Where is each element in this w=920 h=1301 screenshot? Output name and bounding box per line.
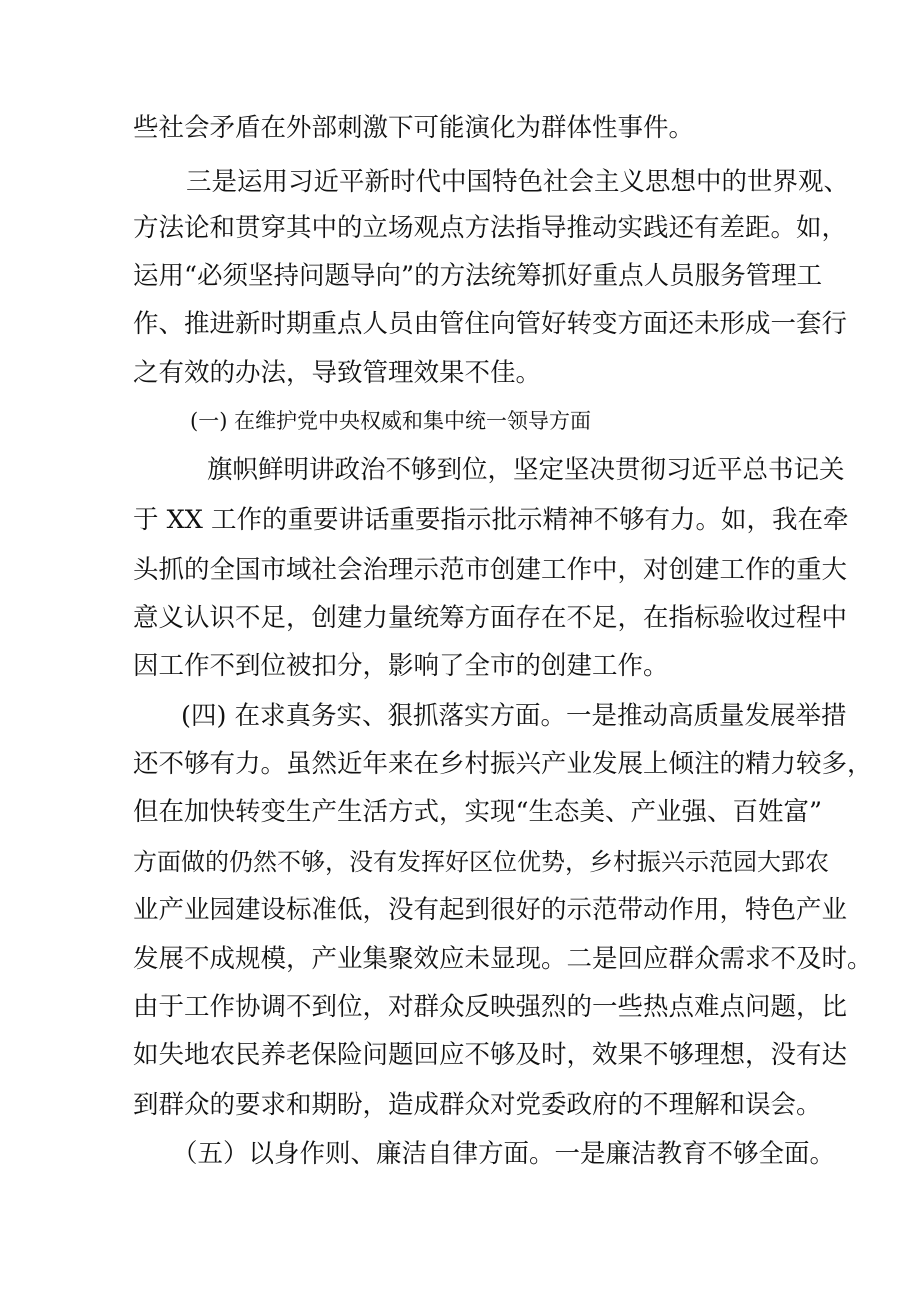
text-line: 作、推进新时期重点人员由管住向管好转变方面还未形成一套行	[133, 309, 848, 339]
text-line: 于 XX 工作的重要讲话重要指示批示精神不够有力。如，我在牵	[133, 505, 849, 535]
text-line: 旗帜鲜明讲政治不够到位，坚定坚决贯彻习近平总书记关	[207, 455, 845, 485]
section-heading: (四) 在求真务实、狠抓落实方面。一是推动高质量发展举措	[181, 701, 847, 731]
text-line: 运用“必须坚持问题导向”的方法统筹抓好重点人员服务管理工	[133, 261, 823, 291]
text-line: 由于工作协调不到位，对群众反映强烈的一些热点难点问题，比	[133, 992, 848, 1022]
text-line: 意义认识不足，创建力量统筹方面存在不足，在指标验收过程中	[133, 603, 848, 633]
text-line: 发展不成规模，产业集聚效应未显现。二是回应群众需求不及时。	[133, 944, 873, 974]
text-line: 还不够有力。虽然近年来在乡村振兴产业发展上倾注的精力较多，	[133, 749, 873, 779]
text-line: 三是运用习近平新时代中国特色社会主义思想中的世界观、	[186, 167, 850, 197]
text-line: 到群众的要求和期盼，造成群众对党委政府的不理解和误会。	[133, 1090, 822, 1120]
text-line: 业产业园建设标准低，没有起到很好的示范带动作用，特色产业	[133, 895, 848, 925]
text-line: 些社会矛盾在外部刺激下可能演化为群体性事件。	[133, 113, 695, 143]
text-line: 因工作不到位被扣分，影响了全市的创建工作。	[133, 651, 669, 681]
text-line: 方法论和贯穿其中的立场观点方法指导推动实践还有差距。如，	[133, 213, 848, 243]
text-line: 头抓的全国市域社会治理示范市创建工作中，对创建工作的重大	[133, 555, 848, 585]
section-heading: （五）以身作则、廉洁自律方面。一是廉洁教育不够全面。	[172, 1139, 836, 1169]
text-line: 但在加快转变生产生活方式，实现“生态美、产业强、百姓富”	[133, 797, 823, 827]
section-heading: (一) 在维护党中央权威和集中统一领导方面	[190, 409, 592, 433]
text-line: 如失地农民养老保险问题回应不够及时，效果不够理想，没有达	[133, 1040, 848, 1070]
text-line: 之有效的办法，导致管理效果不佳。	[133, 358, 542, 388]
text-line: 方面做的仍然不够，没有发挥好区位优势，乡村振兴示范园大郢农	[133, 848, 829, 876]
